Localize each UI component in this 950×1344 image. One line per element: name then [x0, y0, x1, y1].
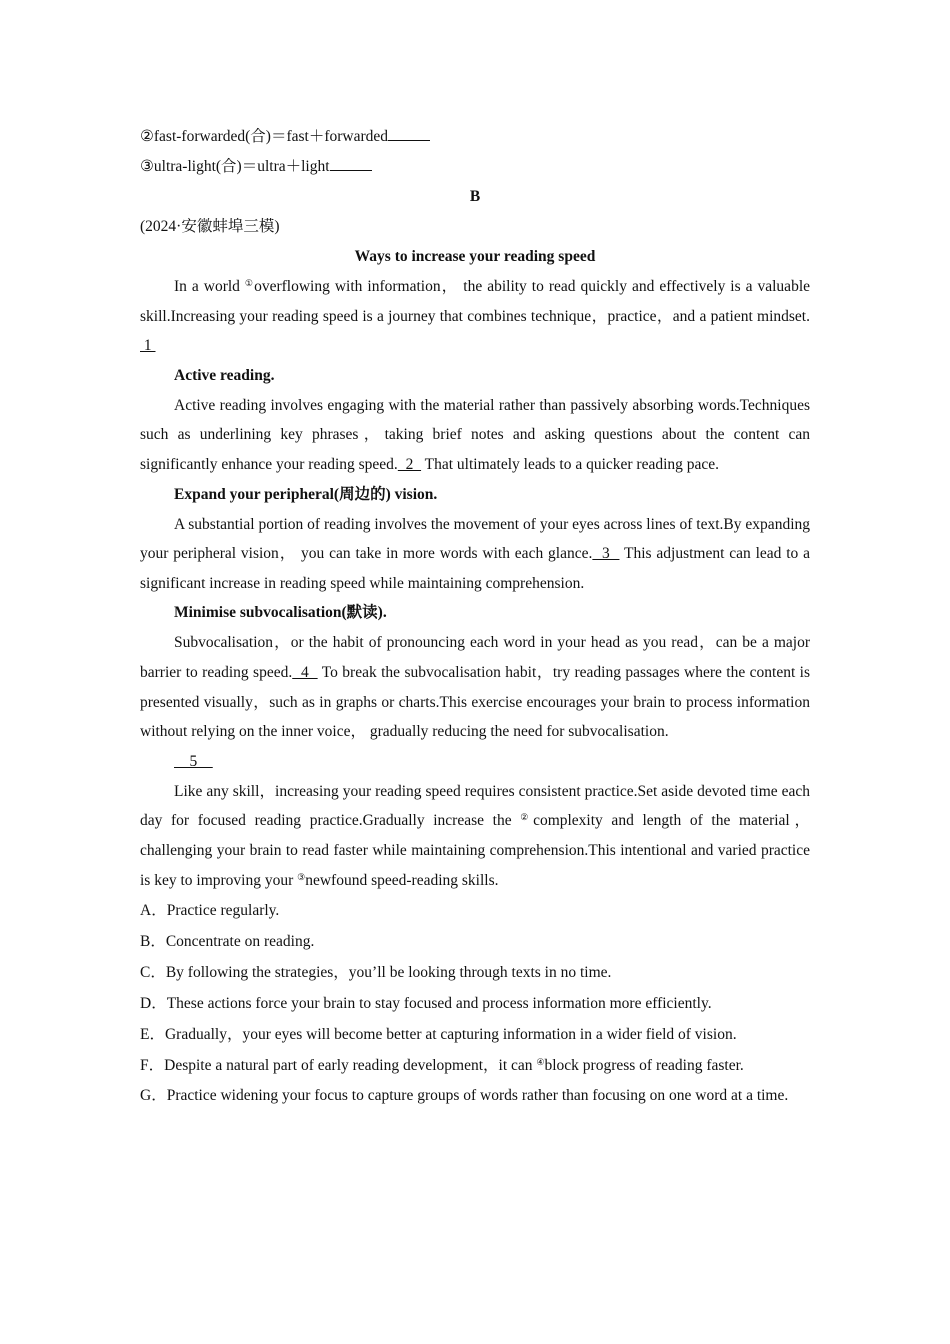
document-page [140, 122, 810, 1111]
option-a[interactable]: A．Practice regularly. [140, 902, 280, 920]
options-list [140, 895, 810, 1111]
answer-blank[interactable] [388, 124, 430, 141]
section-label: B [469, 188, 481, 205]
blank-2[interactable]: 2 [397, 455, 422, 473]
note-marker: ③ [297, 871, 306, 882]
vocab-text: ②fast-forwarded(合)＝fast＋forwarded [140, 128, 389, 145]
option-d[interactable]: D．These actions force your brain to stay focused and process information more efficiently. [140, 995, 712, 1013]
vocab-text: ③ultra-light(合)＝ultra＋light [140, 158, 330, 175]
paragraph-peripheral-vision: A substantial portion of reading involves the movement of your eyes across lines of text.By expanding your peripheral vision， you can take in more words with each glance. 3 This adjustment can lead to a significant increase in reading speed while maintaining comprehension. [140, 515, 811, 592]
blank-3[interactable]: 3 [592, 545, 620, 563]
vocab-item-3 [140, 152, 810, 182]
intro-paragraph: In a world ①overflowing with information， the ability to read quickly and effectively is a valuable skill.Increasing your reading speed is a journey that combines technique，practice，and a patient mindset. 1 [140, 278, 811, 355]
option-g[interactable]: G．Practice widening your focus to capture groups of words rather than focusing on one word at a time. [140, 1087, 789, 1105]
blank-5[interactable]: 5 [174, 752, 213, 770]
option-b[interactable]: B．Concentrate on reading. [140, 933, 315, 951]
heading-blank-row [140, 747, 810, 777]
note-marker: ② [520, 812, 534, 823]
paragraph-practice: Like any skill，increasing your reading speed requires consistent practice.Set aside devoted time each day for focused reading practice.Gradually increase the ②complexity and length of the material，challenging your brain to read faster while maintaining comprehension.This intentional and varied practice is key to improving your ③newfound speed-reading skills. [140, 782, 811, 889]
section-heading-subvocalisation: Minimise subvocalisation(默读). [174, 604, 387, 622]
section-heading-peripheral-vision: Expand your peripheral(周边的) vision. [174, 485, 438, 503]
source-note: (2024·安徽蚌埠三模) [140, 218, 280, 235]
option-f[interactable]: F．Despite a natural part of early reading development，it can ④block progress of reading faster. [140, 1057, 744, 1075]
passage-title: Ways to increase your reading speed [354, 248, 596, 265]
option-e[interactable]: E．Gradually，your eyes will become better at capturing information in a wider field of vision. [140, 1026, 737, 1044]
paragraph-subvocalisation: Subvocalisation，or the habit of pronouncing each word in your head as you read，can be a major barrier to reading speed. 4 To break the subvocalisation habit，try reading passages where the content is presented visually，such as in graphs or charts.This exercise encourages your brain to process information without relying on the inner voice， gradually reducing the need for subvocalisation. [140, 634, 811, 741]
note-marker: ④ [536, 1057, 545, 1068]
vocab-item-2 [140, 122, 810, 152]
paragraph-active-reading: Active reading involves engaging with the material rather than passively absorbing words.Techniques such as underlining key phrases，taking brief notes and asking questions about the content can significantly enhance your reading speed. 2 That ultimately leads to a quicker reading pace. [140, 396, 810, 473]
blank-4[interactable]: 4 [292, 663, 318, 681]
answer-blank[interactable] [330, 154, 372, 171]
option-c[interactable]: C．By following the strategies，you’ll be looking through texts in no time. [140, 964, 612, 982]
section-heading-active-reading: Active reading. [174, 366, 275, 384]
blank-1[interactable]: 1 [140, 337, 156, 355]
note-marker: ① [244, 278, 255, 288]
